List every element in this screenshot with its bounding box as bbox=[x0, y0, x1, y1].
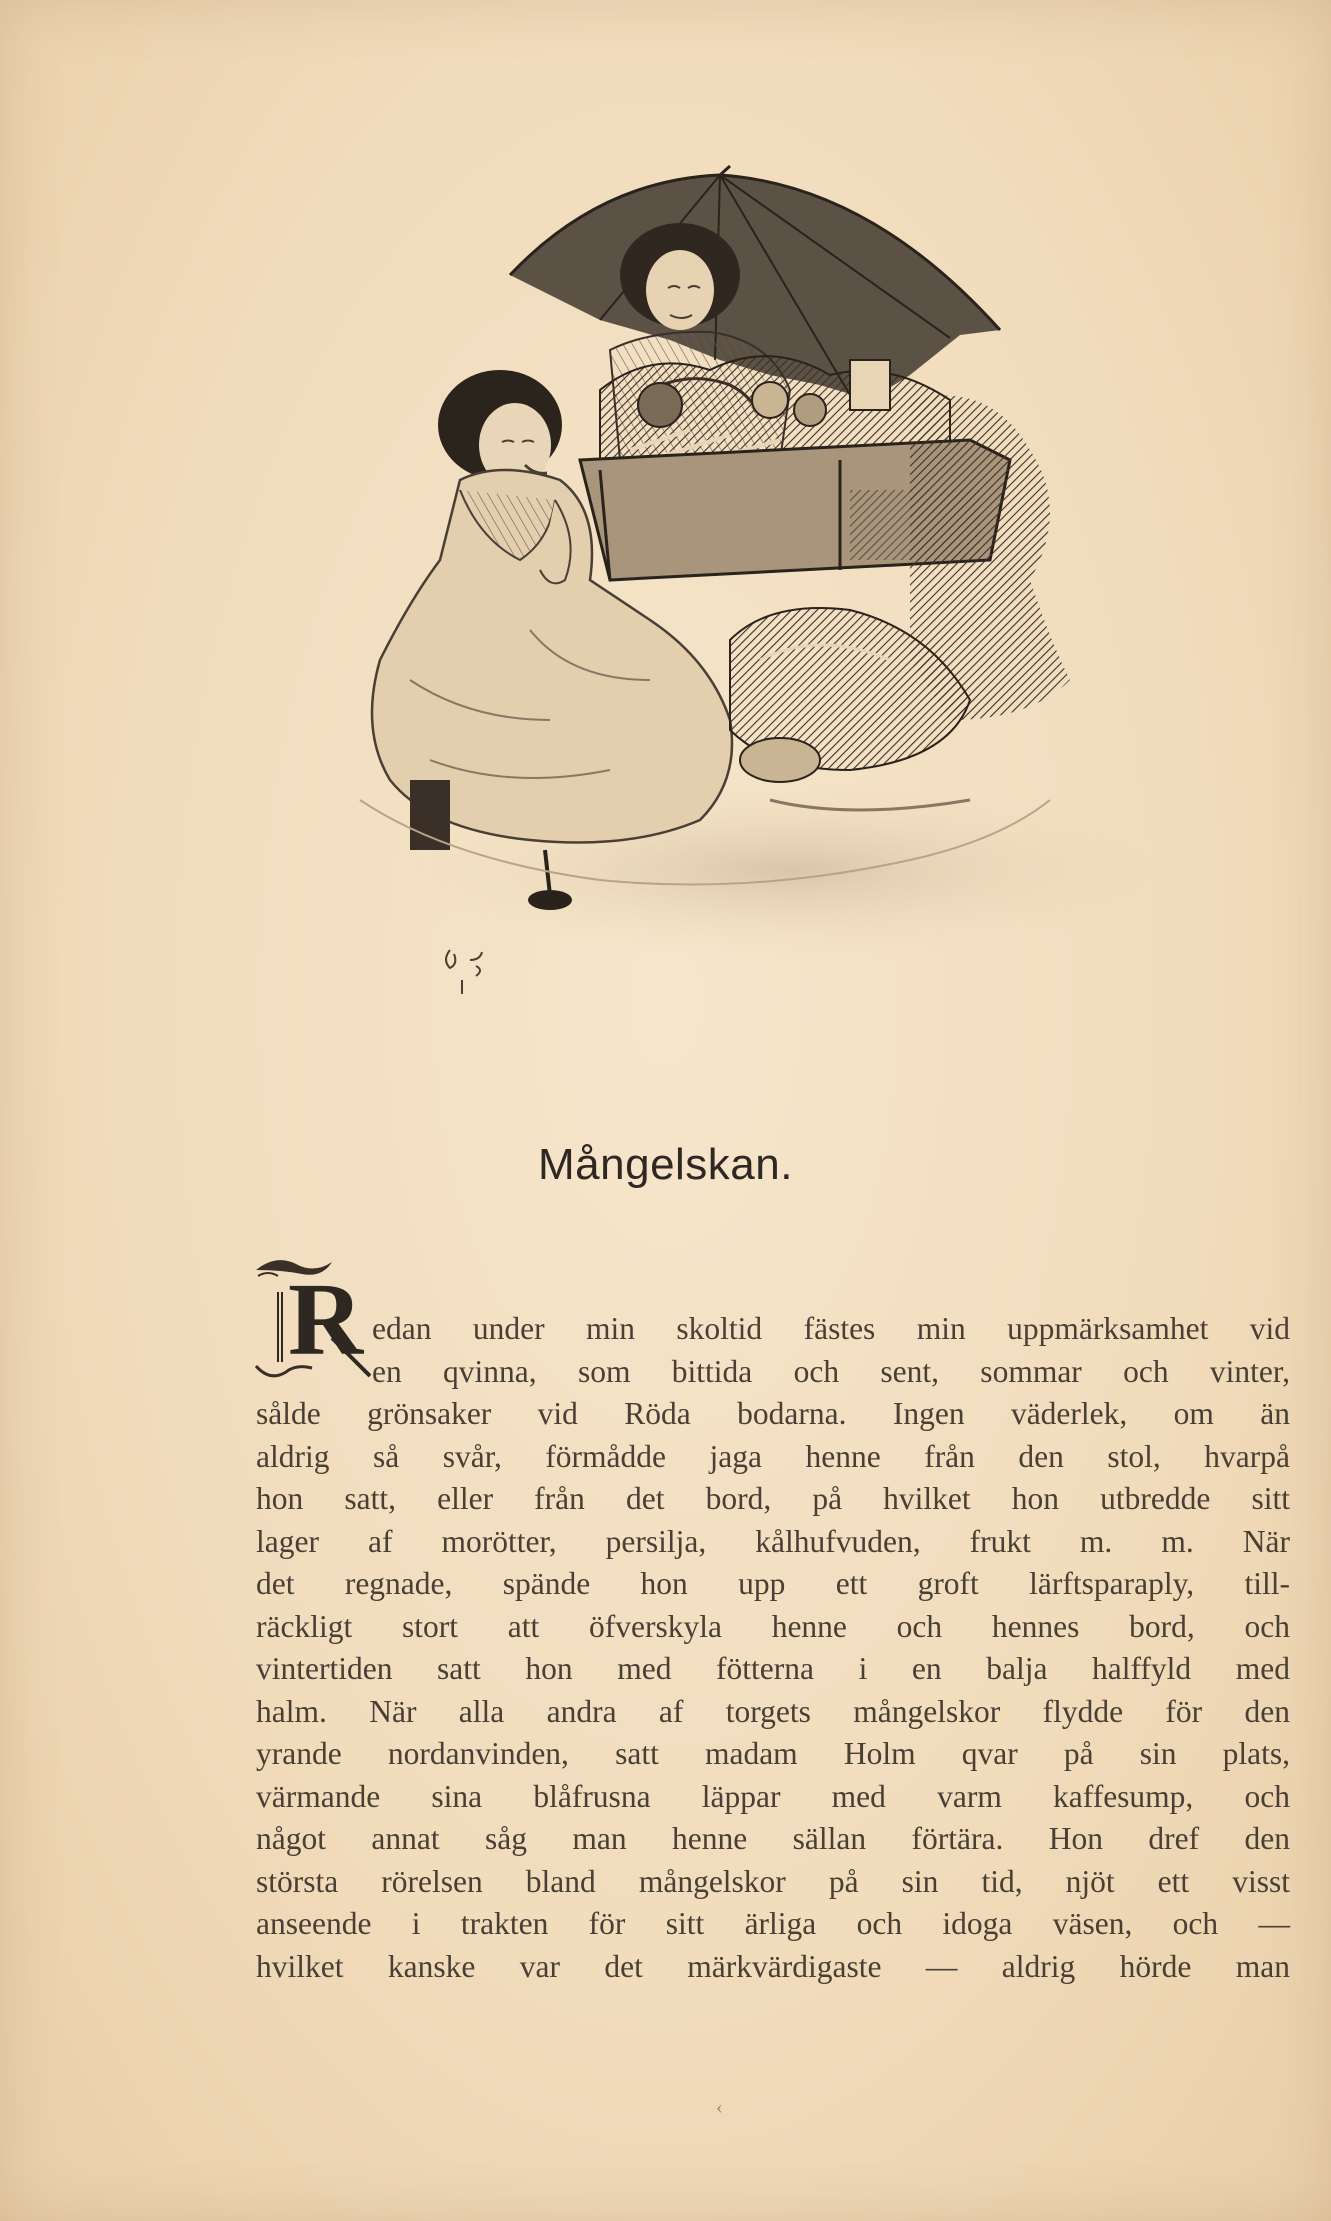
text-line: aldrig så svår, förmådde jaga henne från den stol, hvarpå bbox=[256, 1438, 1290, 1474]
text-line: edan under min skoltid fästes min uppmärksamhet vid bbox=[372, 1311, 1290, 1346]
illustration-vegetable-sellers bbox=[350, 160, 1190, 1000]
text-line: en qvinna, som bittida och sent, sommar och vinter, bbox=[372, 1353, 1290, 1389]
stool bbox=[410, 780, 450, 850]
text-line: hon satt, eller från det bord, på hvilket hon utbredde sitt bbox=[256, 1481, 1290, 1516]
chapter-title: Mångelskan. bbox=[538, 1140, 793, 1189]
body-text bbox=[256, 1308, 1290, 1988]
text-line: värmande sina blåfrusna läppar med varm kaffesump, och bbox=[256, 1778, 1290, 1814]
text-line: räckligt stort att öfverskyla henne och hennes bord, och bbox=[256, 1608, 1290, 1644]
text-line: anseende i trakten för sitt ärliga och idoga väsen, och — bbox=[256, 1906, 1290, 1941]
text-line: största rörelsen bland mångelskor på sin tid, njöt ett visst bbox=[256, 1863, 1290, 1899]
text-line: vintertiden satt hon med fötterna i en balja halffyld med bbox=[256, 1651, 1290, 1686]
text-line: lager af morötter, persilja, kålhufvuden, frukt m. m. När bbox=[256, 1523, 1290, 1559]
artist-monogram bbox=[446, 950, 482, 994]
drop-initial-letter: R bbox=[288, 1262, 364, 1377]
text-line: något annat såg man henne sällan förtära. Hon dref den bbox=[256, 1821, 1290, 1856]
text-line: hvilket kanske var det märkvärdigaste — aldrig hörde man bbox=[256, 1948, 1290, 1984]
text-line: sålde grönsaker vid Röda bodarna. Ingen väderlek, om än bbox=[256, 1396, 1290, 1431]
text-line: det regnade, spände hon upp ett groft lärftsparaply, till- bbox=[256, 1566, 1290, 1601]
stray-mark: ‹ bbox=[716, 2096, 723, 2118]
text-line: halm. När alla andra af torgets mångelskor flydde för den bbox=[256, 1693, 1290, 1729]
text-line: yrande nordanvinden, satt madam Holm qvar på sin plats, bbox=[256, 1736, 1290, 1771]
